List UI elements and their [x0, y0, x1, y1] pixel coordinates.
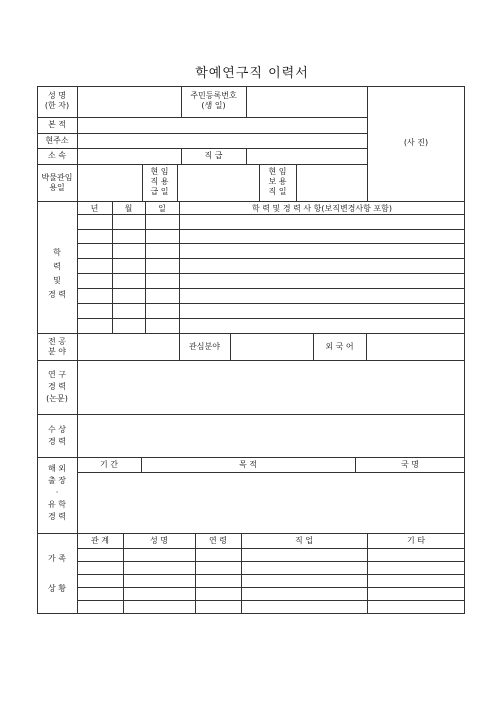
- row-divider: [37, 117, 367, 118]
- overseas-col-period: 기 간: [100, 460, 118, 469]
- col-divider: [230, 333, 231, 360]
- family-col-relation: 관 계: [91, 536, 109, 545]
- section-divider: [37, 360, 465, 361]
- section-divider: [37, 414, 465, 415]
- row-divider: [37, 148, 367, 149]
- section-divider: [37, 533, 465, 534]
- row-divider: [77, 243, 465, 244]
- row-divider: [77, 273, 465, 274]
- research-label: 연 구 경 력 (논문): [46, 370, 68, 403]
- row-divider: [77, 587, 465, 588]
- name-label: 성 명 (한 자): [44, 91, 70, 110]
- history-col-month: 월: [124, 204, 133, 213]
- col-divider: [145, 201, 146, 333]
- current-post-date-label: 현 임 보 용 직 일: [268, 167, 287, 196]
- col-divider: [179, 201, 180, 333]
- label-divider: [77, 86, 78, 201]
- rank-label: 직 급: [204, 151, 223, 160]
- label-divider: [77, 333, 78, 360]
- label-divider: [77, 360, 78, 414]
- row-divider: [37, 164, 367, 165]
- row-divider: [77, 214, 465, 215]
- resume-form: [37, 86, 465, 614]
- col-divider: [296, 164, 297, 201]
- col-divider: [246, 86, 247, 117]
- section-divider: [37, 457, 465, 458]
- overseas-side-label: 해 외 출 장 · 유 학 경 력: [48, 464, 66, 521]
- history-col-day: 일: [158, 204, 166, 213]
- row-divider: [37, 201, 465, 202]
- row-divider: [37, 133, 367, 134]
- address-label: 현주소: [45, 136, 69, 145]
- family-col-age: 연 령: [209, 536, 227, 545]
- label-divider: [77, 414, 78, 457]
- row-divider: [77, 288, 465, 289]
- history-col-year: 년: [90, 204, 99, 213]
- origin-label: 본 적: [48, 120, 66, 129]
- family-side-label: 가 족 상 황: [48, 554, 66, 593]
- col-divider: [177, 164, 178, 201]
- row-divider: [77, 548, 465, 549]
- major-label: 전 공 분 야: [48, 337, 66, 356]
- history-side-label: 학 력 및 경 력: [48, 248, 66, 299]
- overseas-col-purpose: 목 적: [239, 460, 257, 469]
- col-divider: [366, 333, 367, 360]
- col-divider: [246, 148, 247, 164]
- row-divider: [77, 303, 465, 304]
- row-divider: [77, 561, 465, 562]
- interest-label: 관심분야: [189, 342, 220, 351]
- row-divider: [77, 472, 465, 473]
- family-col-name: 성 명: [150, 536, 168, 545]
- affiliation-label: 소 속: [48, 151, 66, 160]
- award-label: 수 상 경 력: [48, 425, 66, 446]
- row-divider: [77, 600, 465, 601]
- row-divider: [77, 574, 465, 575]
- photo-placeholder: (사 진): [403, 138, 429, 147]
- history-col-detail: 학 력 및 경 력 사 항(보직변경사항 포함): [252, 204, 392, 213]
- family-col-etc: 기 타: [407, 536, 425, 545]
- col-divider: [112, 201, 113, 333]
- language-label: 외 국 어: [325, 342, 354, 351]
- resident-no-label: 주민등록번호 (생 일): [190, 91, 237, 110]
- family-col-job: 직 업: [295, 536, 313, 545]
- label-divider: [77, 201, 78, 333]
- form-border: [37, 86, 465, 614]
- museum-hire-date-label: 박물관임 용일: [41, 173, 73, 192]
- section-divider: [37, 333, 465, 334]
- row-divider: [77, 258, 465, 259]
- row-divider: [77, 229, 465, 230]
- overseas-col-country: 국 명: [401, 460, 419, 469]
- page-title: 학예연구직 이력서: [195, 66, 309, 81]
- current-grade-date-label: 현 임 직 용 급 일: [150, 167, 169, 196]
- row-divider: [77, 318, 465, 319]
